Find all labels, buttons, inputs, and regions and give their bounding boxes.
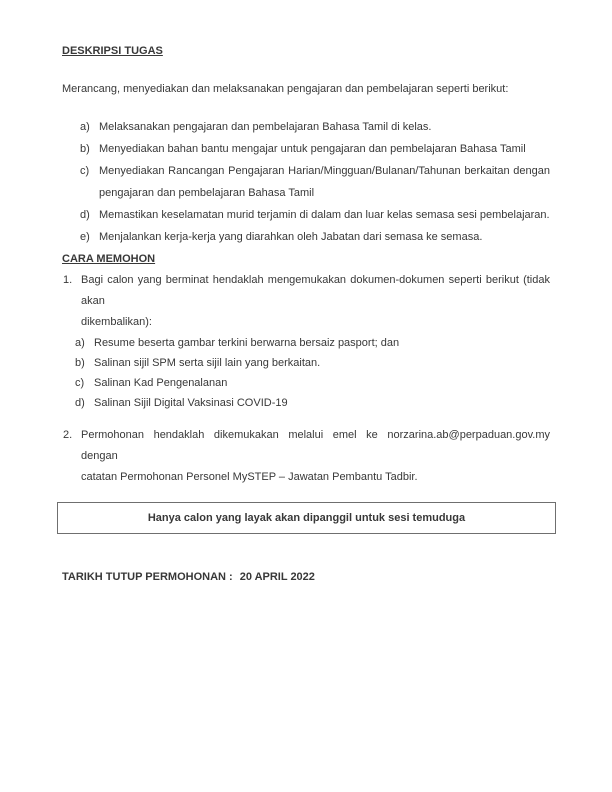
list-marker: b) <box>80 143 90 155</box>
task-item-b-text: Menyediakan bahan bantu mengajar untuk pengajaran dan pembelajaran Bahasa Tamil <box>99 143 526 155</box>
list-marker: a) <box>80 121 90 133</box>
task-item-d <box>62 204 550 226</box>
task-item-b <box>62 138 550 160</box>
list-marker: e) <box>80 231 90 243</box>
closing-date-value: 20 APRIL 2022 <box>239 571 315 583</box>
list-marker: b) <box>75 357 85 369</box>
list-marker: 2. <box>63 429 73 441</box>
intro-paragraph: Merancang, menyediakan dan melaksanakan pengajaran dan pembelajaran seperti berikut: <box>62 83 509 95</box>
closing-date-line <box>62 566 550 588</box>
task-item-c-line-2: pengajaran dan pembelajaran Bahasa Tamil <box>99 187 315 199</box>
list-marker: d) <box>75 397 85 409</box>
application-step-2-line-1: Permohonan hendaklah dikemukakan melalui emel ke norzarina.ab@perpaduan.gov.my dengan <box>81 429 550 462</box>
document-item-c-text: Salinan Kad Pengenalanan <box>94 377 228 389</box>
application-step-1-line-2: dikembalikan): <box>81 316 152 328</box>
task-item-c <box>62 160 550 204</box>
list-marker: c) <box>75 377 85 389</box>
document-item-c <box>75 373 550 393</box>
application-step-2-line-2: catatan Permohonan Personel MySTEP – Jawatan Pembantu Tadbir. <box>81 471 418 483</box>
document-item-a <box>75 333 550 353</box>
task-item-c-line-1: Menyediakan Rancangan Pengajaran Harian/Mingguan/Bulanan/Tahunan berkaitan dengan <box>99 165 550 177</box>
application-step-2 <box>62 425 550 488</box>
document-item-b <box>75 353 550 373</box>
task-item-e <box>62 226 550 248</box>
deskripsi-tugas-heading: DESKRIPSI TUGAS <box>62 45 163 57</box>
task-item-a-text: Melaksanakan pengajaran dan pembelajaran Bahasa Tamil di kelas. <box>99 121 432 133</box>
document-item-d-text: Salinan Sijil Digital Vaksinasi COVID-19 <box>94 397 288 409</box>
task-item-d-text: Memastikan keselamatan murid terjamin di dalam dan luar kelas semasa sesi pembelajaran. <box>99 209 550 221</box>
notice-text: Hanya calon yang layak akan dipanggil untuk sesi temuduga <box>147 512 466 524</box>
task-list <box>62 116 550 248</box>
application-step-1 <box>62 270 550 333</box>
list-marker: 1. <box>63 274 73 286</box>
application-step-1-line-1: Bagi calon yang berminat hendaklah mengemukakan dokumen-dokumen seperti berikut (tidak akan <box>81 274 550 307</box>
cara-memohon-heading: CARA MEMOHON <box>62 253 156 265</box>
document-item-b-text: Salinan sijil SPM serta sijil lain yang berkaitan. <box>94 357 321 369</box>
closing-date-label: TARIKH TUTUP PERMOHONAN : <box>62 571 233 583</box>
task-item-e-text: Menjalankan kerja-kerja yang diarahkan oleh Jabatan dari semasa ke semasa. <box>99 231 483 243</box>
list-marker: d) <box>80 209 90 221</box>
notice-box <box>57 502 556 534</box>
document-item-d <box>75 393 550 413</box>
list-marker: a) <box>75 337 85 349</box>
document-item-a-text: Resume beserta gambar terkini berwarna bersaiz pasport; dan <box>94 337 400 349</box>
list-marker: c) <box>80 165 90 177</box>
task-item-a <box>62 116 550 138</box>
required-documents-list <box>75 333 550 413</box>
